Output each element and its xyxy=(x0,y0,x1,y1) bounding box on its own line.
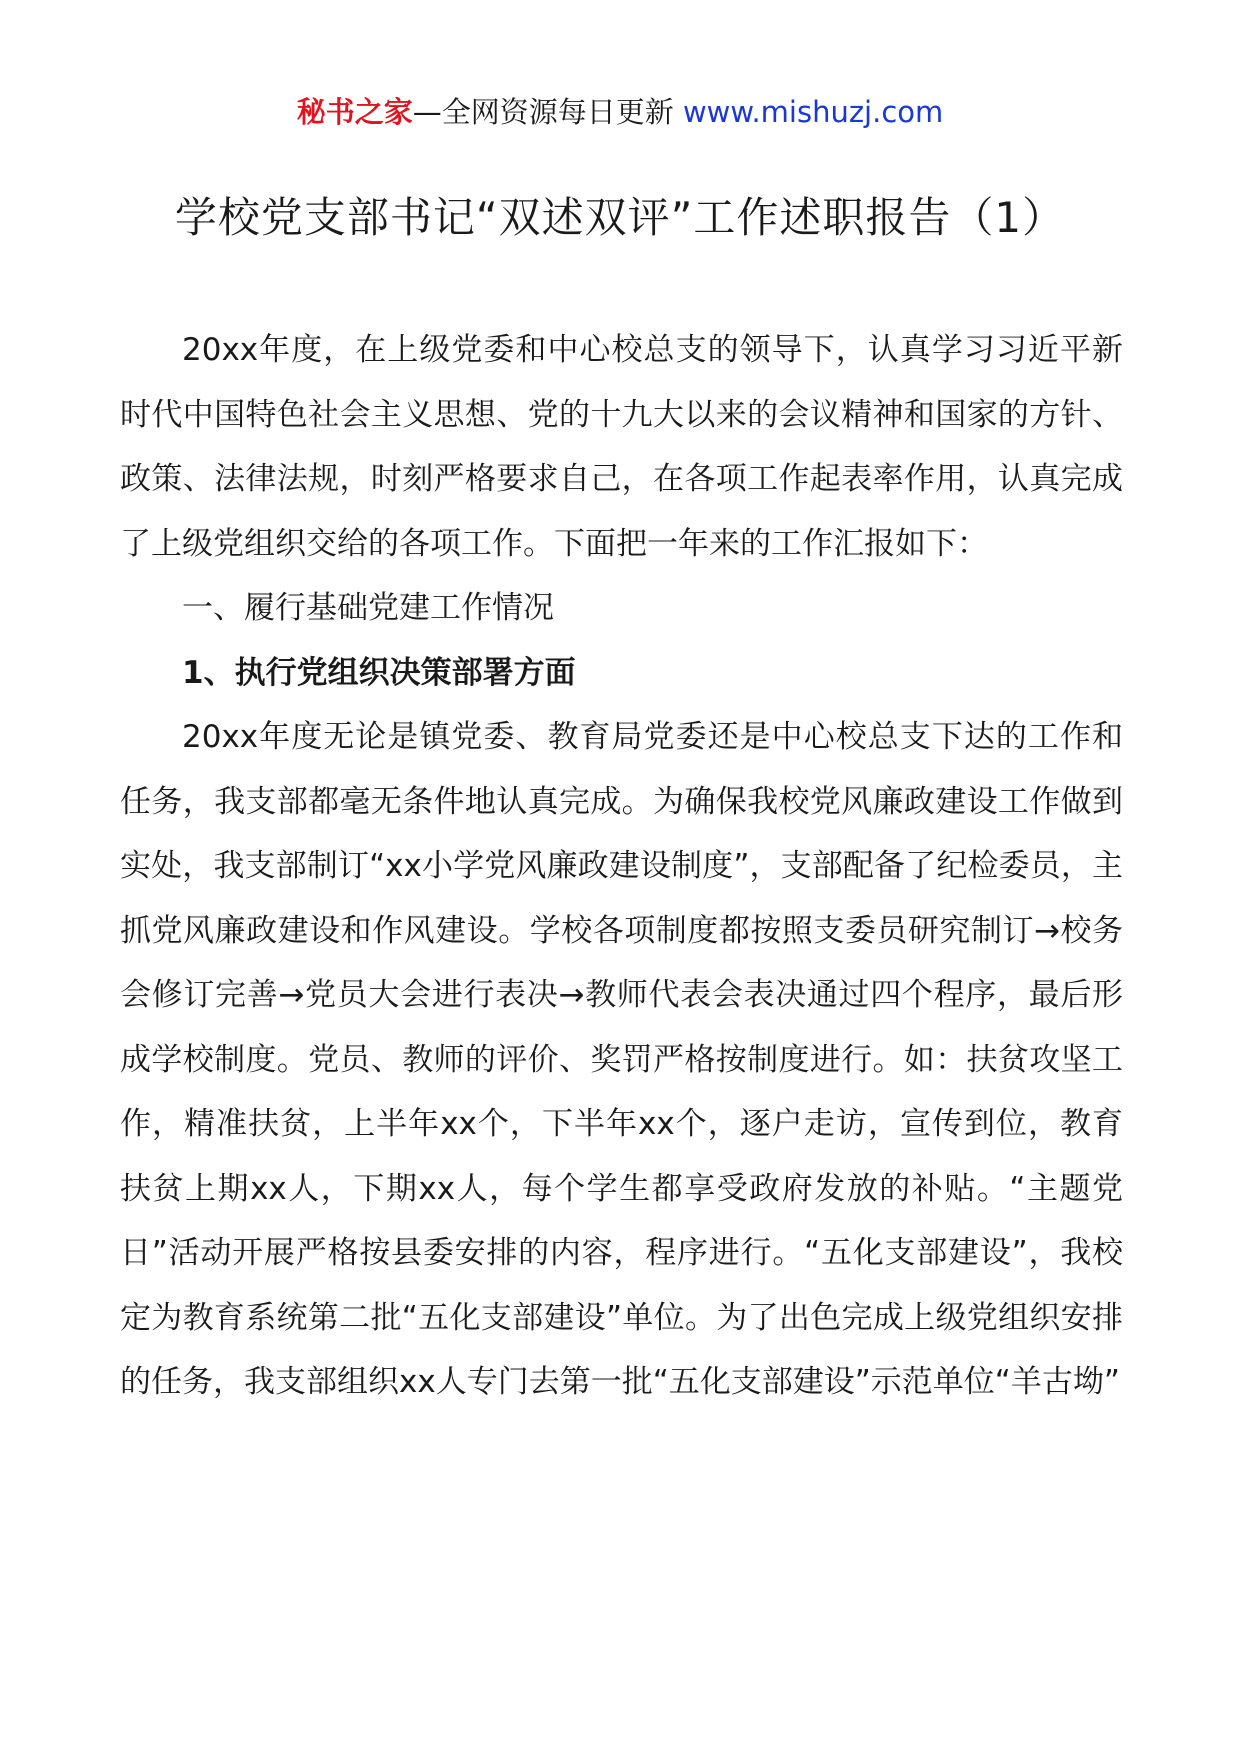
site-url[interactable]: www.mishuzj.com xyxy=(682,95,944,129)
site-brand: 秘书之家 xyxy=(296,95,413,129)
body-paragraph: 20xx年度无论是镇党委、教育局党委还是中心校总支下达的工作和任务，我支部都毫无条件地认真完成。为确保我校党风廉政建设工作做到实处，我支部制订“xx小学党风廉政建设制度”，支部配备了纪检委员，主抓党风廉政建设和作风建设。学校各项制度都按照支委员研究制订→校务会修订完善→党员大会进行表决→教师代表会表决通过四个程序，最后形成学校制度。党员、教师的评价、奖罚严格按制度进行。如：扶贫攻坚工作，精准扶贫，上半年xx个，下半年xx个，逐户走访，宣传到位，教育扶贫上期xx人，下期xx人，每个学生都享受政府发放的补贴。“主题党日”活动开展严格按县委安排的内容，程序进行。“五化支部建设”，我校定为教育系统第二批“五化支部建设”单位。为了出色完成上级党组织安排的任务，我支部组织xx人专门去第一批“五化支部建设”示范单位“羊古坳” xyxy=(120,719,1123,1400)
intro-paragraph: 20xx年度，在上级党委和中心校总支的领导下，认真学习习近平新时代中国特色社会主义思想、党的十九大以来的会议精神和国家的方针、政策、法律法规，时刻严格要求自己，在各项工作起表率作用，认真完成了上级党组织交给的各项工作。下面把一年来的工作汇报如下： xyxy=(120,332,1123,562)
site-header xyxy=(0,92,1240,132)
subsection-heading: 1、执行党组织决策部署方面 xyxy=(182,654,576,691)
section-heading: 一、履行基础党建工作情况 xyxy=(182,590,554,626)
document-title: 学校党支部书记“双述双评”工作述职报告（1） xyxy=(174,193,1066,242)
document-body xyxy=(120,318,1123,1415)
site-tagline: —全网资源每日更新 xyxy=(412,95,683,129)
